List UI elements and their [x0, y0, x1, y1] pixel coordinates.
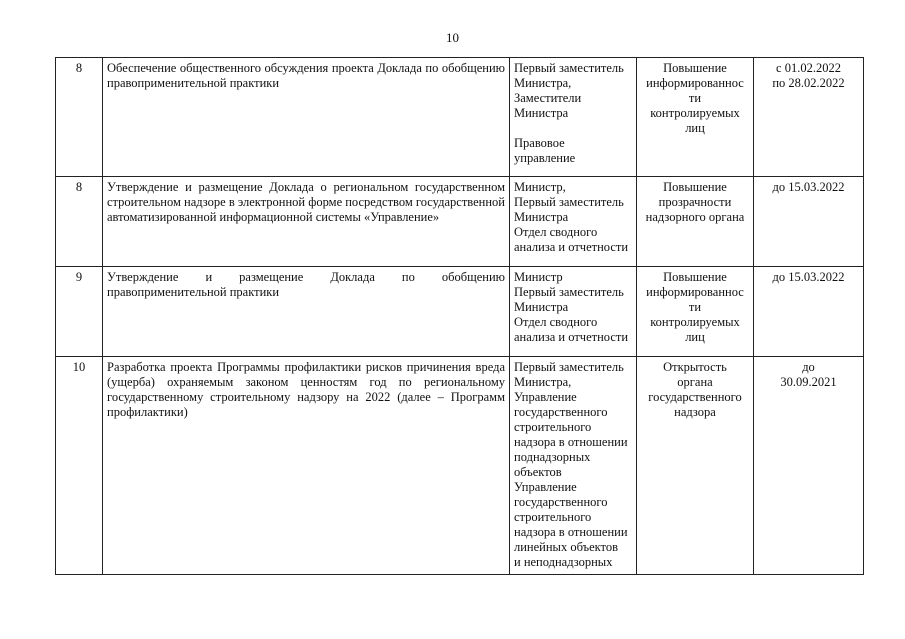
result-cell: [637, 177, 754, 267]
cell-line: до 15.03.2022: [772, 180, 845, 194]
cell-line: Отдел сводного: [514, 225, 598, 239]
cell-line: Министра,: [514, 76, 572, 90]
activity-description-cell: Обеспечение общественного обсуждения проекта Доклада по обобщению правоприменительной практики: [103, 58, 510, 177]
cell-line: контролируемых: [650, 106, 740, 120]
cell-line: государственного: [648, 390, 742, 404]
cell-line: информированнос: [646, 76, 744, 90]
cell-line: 30.09.2021: [780, 375, 837, 389]
cell-line: по 28.02.2022: [772, 76, 845, 90]
cell-line: ти: [688, 91, 702, 105]
cell-line: Заместители: [514, 91, 582, 105]
row-number-cell: 9: [56, 267, 103, 357]
row-number-cell: 8: [56, 58, 103, 177]
cell-line: прозрачности: [658, 195, 732, 209]
cell-line: Управление: [514, 480, 577, 494]
cell-line: Первый заместитель: [514, 195, 624, 209]
plan-table: [55, 57, 864, 575]
cell-line: Министра,: [514, 375, 572, 389]
cell-line: Управление: [514, 390, 577, 404]
cell-line: надзора: [674, 405, 716, 419]
cell-line: лиц: [685, 121, 705, 135]
table-row: [56, 267, 864, 357]
cell-line: информированнос: [646, 285, 744, 299]
cell-line: линейных объектов: [514, 540, 618, 554]
cell-line: анализа и отчетности: [514, 240, 629, 254]
row-number-cell: 8: [56, 177, 103, 267]
deadline-cell: [754, 357, 864, 575]
deadline-cell: [754, 58, 864, 177]
cell-line: Министра: [514, 300, 569, 314]
cell-line: Министр,: [514, 180, 566, 194]
cell-line: до: [802, 360, 815, 374]
table-row: [56, 357, 864, 575]
row-number-cell: 10: [56, 357, 103, 575]
page-number: 10: [446, 30, 459, 45]
cell-line: надзора в отношении: [514, 435, 628, 449]
responsible-cell: [510, 58, 637, 177]
plan-table-body: [56, 58, 864, 575]
cell-line: Повышение: [663, 61, 727, 75]
cell-line: управление: [514, 151, 576, 165]
responsible-cell: [510, 177, 637, 267]
cell-line: Отдел сводного: [514, 315, 598, 329]
table-row: [56, 177, 864, 267]
line-gap: [514, 121, 632, 136]
cell-line: Открытость: [663, 360, 727, 374]
cell-line: Повышение: [663, 270, 727, 284]
activity-description-cell: Утверждение и размещение Доклада по обобщению правоприменительной практики: [103, 267, 510, 357]
cell-line: Первый заместитель: [514, 61, 624, 75]
cell-line: Повышение: [663, 180, 727, 194]
result-cell: [637, 58, 754, 177]
cell-line: строительного: [514, 420, 592, 434]
cell-line: Правовое: [514, 136, 565, 150]
cell-line: с 01.02.2022: [776, 61, 841, 75]
cell-line: ти: [688, 300, 702, 314]
cell-line: до 15.03.2022: [772, 270, 845, 284]
table-row: [56, 58, 864, 177]
result-cell: [637, 357, 754, 575]
cell-line: государственного: [514, 495, 608, 509]
result-cell: [637, 267, 754, 357]
cell-line: надзорного органа: [645, 210, 745, 224]
cell-line: государственного: [514, 405, 608, 419]
cell-line: строительного: [514, 510, 592, 524]
cell-line: Первый заместитель: [514, 360, 624, 374]
activity-description-cell: Утверждение и размещение Доклада о региональном государственном строительном надзоре в электронной форме посредством государственной автоматизированной информационной системы «Управление»: [103, 177, 510, 267]
cell-line: объектов: [514, 465, 562, 479]
cell-line: Министра: [514, 210, 569, 224]
deadline-cell: [754, 177, 864, 267]
cell-line: контролируемых: [650, 315, 740, 329]
cell-line: анализа и отчетности: [514, 330, 629, 344]
cell-line: органа: [677, 375, 713, 389]
cell-line: Министра: [514, 106, 569, 120]
responsible-cell: [510, 357, 637, 575]
responsible-cell: [510, 267, 637, 357]
cell-line: Министр: [514, 270, 563, 284]
cell-line: лиц: [685, 330, 705, 344]
deadline-cell: [754, 267, 864, 357]
activity-description-cell: Разработка проекта Программы профилактики рисков причинения вреда (ущерба) охраняемым законом ценностям год по региональному государственному строительному надзору на 2022 (далее – Программ профилактики): [103, 357, 510, 575]
cell-line: надзора в отношении: [514, 525, 628, 539]
cell-line: Первый заместитель: [514, 285, 624, 299]
cell-line: и неподнадзорных: [514, 555, 613, 569]
cell-line: поднадзорных: [514, 450, 591, 464]
